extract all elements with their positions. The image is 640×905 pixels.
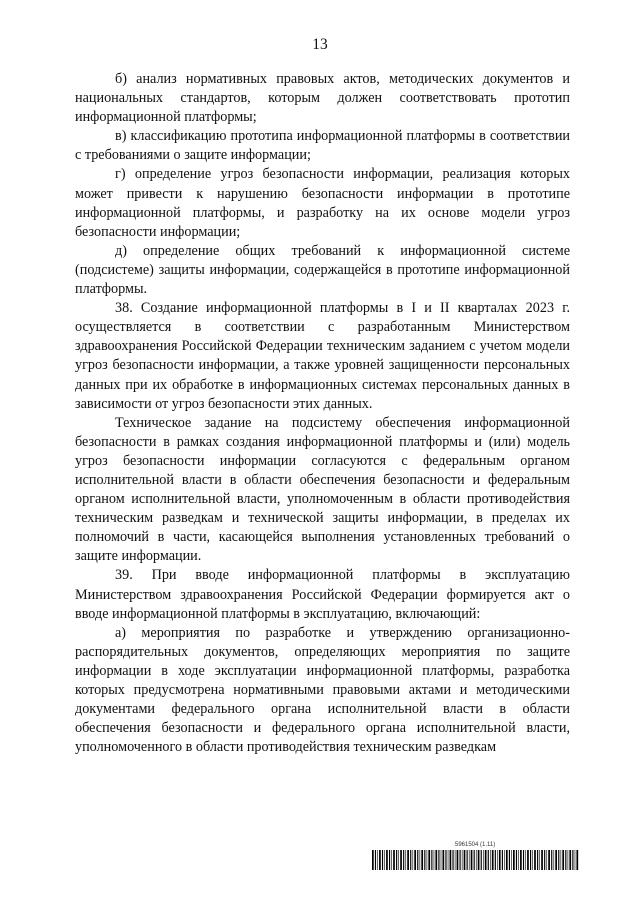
paragraph-item-b: б) анализ нормативных правовых актов, методических документов и национальных стандартов, которым должен соответствовать прототип информационной платформы; [75,71,570,126]
paragraph-item-v: в) классификацию прототипа информационной платформы в соответствии с требованиями о защите информации; [75,128,570,164]
document-code: 5961504 (1.11) [455,842,496,848]
paragraph-38: 38. Создание информационной платформы в I и II кварталах 2023 г. осуществляется в соответствии с разработанным Министерством здравоохранения Российской Федерации техническим заданием с учетом модели угроз безопасности информации, а также уровней защищенности персональных данных при их обработке в информационных системах персональных данных в зависимости от угроз безопасности этих данных. [75,300,570,412]
page-number: 13 [312,36,328,53]
paragraph-item-d: д) определение общих требований к информационной системе (подсистеме) защиты информации, содержащейся в прототипе информационной платформы. [75,242,570,298]
paragraph-39: 39. При вводе информационной платформы в эксплуатацию Министерством здравоохранения Российской Федерации формируется акт о вводе информационной платформы в эксплуатацию, включающий: [75,567,570,622]
barcode-icon [372,850,580,870]
document-body [75,70,570,757]
paragraph-item-a: а) мероприятия по разработке и утверждению организационно-распорядительных документов, определяющих мероприятия по защите информации в ходе эксплуатации информационной платформы, разработка которых предусмотрена нормативными правовыми актами и методическими документами федерального органа исполнительной власти в области обеспечения безопасности и федерального органа исполнительной власти, уполномоченного в области противодействия техническим разведкам [75,624,570,756]
paragraph-item-g: г) определение угроз безопасности информации, реализация которых может привести к нарушению безопасности информации в прототипе информационной платформы, и разработку на их основе модели угроз безопасности информации; [75,166,570,240]
paragraph-technical-task: Техническое задание на подсистему обеспечения информационной безопасности в рамках создания информационной платформы и (или) модель угроз безопасности информации согласуются с федеральным органом исполнительной власти в области обеспечения безопасности и федеральным органом исполнительной власти, уполномоченным в области противодействия техническим разведкам и технической защиты информации, в пределах их полномочий в части, касающейся выполнения установленных требований о защите информации. [75,414,570,565]
